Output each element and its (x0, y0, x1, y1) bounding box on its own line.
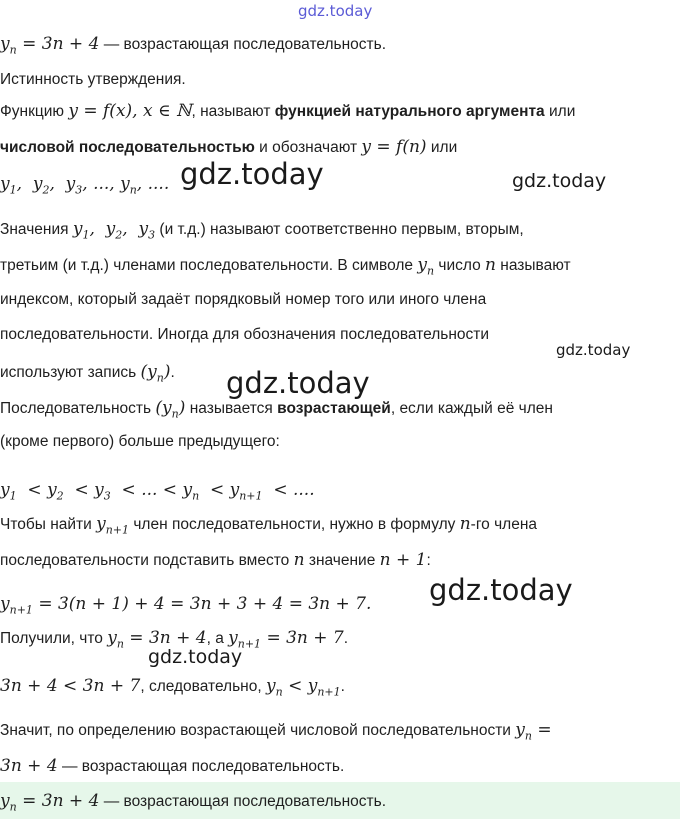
watermark: gdz.today (429, 573, 573, 607)
formula-function: y = f(x), x ∈ ℕ (68, 101, 192, 121)
watermark: gdz.today (226, 366, 370, 400)
paragraph-line: Чтобы найти $y_{n+1}$ член последовательности, нужно в формулу n-го члена (0, 514, 537, 537)
formula-sequence-terms: $y_1$, $y_2$, $y_3$, ..., $y_n$, .... (0, 174, 170, 197)
term-increasing: возрастающей (277, 400, 391, 417)
paragraph-line: последовательности. Иногда для обозначения последовательности (0, 326, 490, 343)
watermark: gdz.today (556, 341, 631, 359)
paragraph-line: индексом, который задаёт порядковый номер того или иного члена (0, 291, 487, 308)
watermark-top: gdz.today (298, 2, 373, 20)
statement-line (0, 34, 386, 60)
paragraph-line: (кроме первого) больше предыдущего: (0, 433, 280, 450)
term-natural-argument: функцией натурального аргумента (274, 103, 545, 120)
watermark: gdz.today (512, 170, 607, 192)
paragraph-line: 3n + 4 — возрастающая последовательность. (0, 756, 345, 776)
formula-inequality-chain: $y_1 < y_2 < y_3$ < ... < $y_n < y_{n+1}$ < .... (0, 480, 315, 503)
watermark: gdz.today (180, 157, 324, 191)
paragraph-line: Получили, что $y_n = 3n + 4$, а $y_{n+1} = 3n + 7$. (0, 628, 349, 651)
paragraph-line: используют запись $(y_n)$. (0, 362, 175, 385)
statement-text: — возрастающая последовательность. (103, 36, 387, 53)
paragraph-line: Значит, по определению возрастающей числовой последовательности $y_n$ = (0, 720, 552, 743)
formula-substitution: $y_{n+1} = 3(n + 1) + 4 = 3n + 3 + 4 = 3n + 7$. (0, 594, 372, 617)
answer-line: $y_n = 3n + 4$ — возрастающая последовательность. (0, 791, 387, 814)
paragraph-line: 3n + 4 < 3n + 7, следовательно, $y_n < y_{n+1}$. (0, 676, 345, 699)
sequence-notation (0, 174, 169, 200)
watermark: gdz.today (148, 646, 243, 668)
paragraph-line: Значения $y_1$, $y_2$, $y_3$ (и т.д.) называют соответственно первым, вторым, (0, 219, 524, 242)
paragraph-line: последовательности подставить вместо n значение n + 1: (0, 550, 431, 570)
paragraph-line: Последовательность $(y_n)$ называется возрастающей, если каждый её член (0, 398, 553, 421)
formula-y-f-n: y = f(n) (361, 137, 427, 157)
paragraph-line: третьим (и т.д.) членами последовательности. В символе $y_n$ число n называют (0, 255, 571, 278)
term-number-sequence: числовой последовательностью (0, 139, 255, 156)
definition-line-2: числовой последовательностью и обозначают y = f(n) или (0, 137, 458, 157)
heading-truth: Истинность утверждения. (0, 71, 186, 88)
definition-line-1: Функцию y = f(x), x ∈ ℕ, называют функцией натурального аргумента или (0, 101, 576, 121)
formula-yn-eq-3n-plus-4: $y_n = 3n + 4$ (0, 34, 100, 57)
